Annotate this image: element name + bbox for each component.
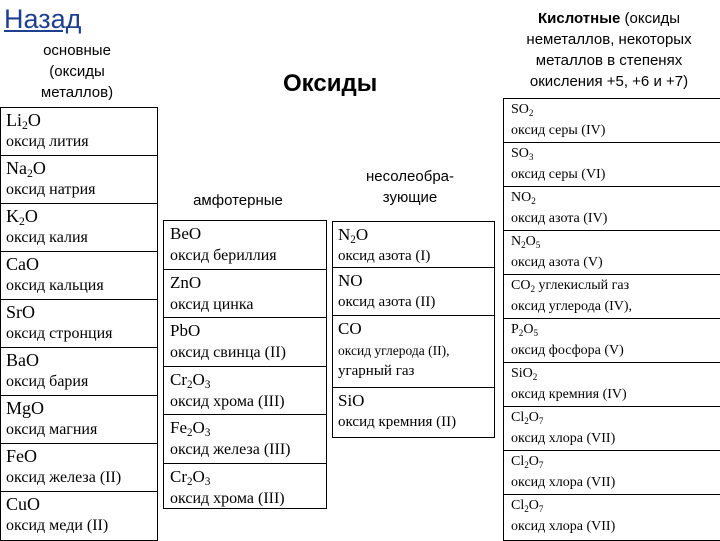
oxide-name: оксид азота (IV) — [511, 211, 608, 226]
oxide-name: оксид бария — [6, 373, 89, 390]
formula: $N_2O$ — [338, 225, 369, 246]
list-item — [164, 270, 326, 319]
acidic-header-line: металлов в степенях — [535, 52, 683, 69]
formula: CaO — [6, 254, 39, 274]
non-salt-header — [340, 166, 480, 208]
list-item — [504, 187, 720, 231]
list-item — [164, 221, 326, 270]
oxide-name: оксид серы (IV) — [511, 123, 606, 138]
formula: $Cl_2O_7$ — [511, 454, 544, 470]
list-item — [504, 451, 720, 495]
oxide-name: оксид кальция — [6, 277, 104, 294]
oxide-name: оксид хрома (III) — [170, 489, 285, 507]
formula: $SO_2$ — [511, 102, 534, 118]
acidic-header-bold: Кислотные — [537, 10, 621, 27]
formula: SiO$_2$ — [511, 366, 538, 382]
oxide-name: оксид натрия — [6, 181, 96, 198]
amphoteric-oxides-list — [163, 220, 327, 509]
acidic-header-line — [497, 8, 720, 29]
oxide-name: оксид стронция — [6, 325, 113, 342]
formula: $CO_2$ углекислый газ — [511, 278, 630, 294]
basic-oxides-list — [0, 107, 158, 541]
oxide-name: оксид азота (V) — [511, 255, 603, 270]
formula: SiO — [338, 391, 365, 410]
acidic-oxides-list — [503, 98, 720, 541]
formula: $Cr_2O_3$ — [170, 369, 211, 391]
formula: $Na_2O$ — [6, 158, 46, 180]
formula: $N_2O_5$ — [511, 234, 541, 250]
list-item — [1, 492, 157, 540]
list-item — [504, 231, 720, 275]
non-salt-oxides-list — [332, 221, 495, 438]
acidic-header-rest: (оксиды — [620, 10, 681, 27]
list-item — [1, 204, 157, 252]
formula: CuO — [6, 494, 41, 514]
formula: BeO — [170, 224, 202, 243]
amphoteric-header: амфотерные — [193, 192, 283, 209]
oxide-name: оксид железа (III) — [170, 441, 291, 458]
oxide-name: оксид бериллия — [170, 247, 277, 264]
oxide-name: оксид магния — [6, 421, 98, 438]
formula: FeO — [6, 446, 37, 466]
oxide-name: оксид углерода (II), — [338, 343, 450, 358]
formula: MgO — [6, 398, 45, 418]
oxide-name: оксид свинца (II) — [170, 344, 286, 361]
oxide-name: оксид углерода (IV), — [511, 299, 633, 314]
list-item — [504, 319, 720, 363]
formula: $K_2O$ — [6, 206, 38, 228]
formula: $NO_2$ — [511, 190, 536, 206]
oxide-name: оксид хлора (VII) — [511, 431, 616, 446]
list-item — [164, 318, 326, 367]
list-item — [504, 407, 720, 451]
oxide-name: оксид цинка — [170, 295, 254, 313]
oxide-name: оксид кремния (IV) — [511, 387, 627, 402]
oxide-name: оксид серы (VI) — [511, 167, 606, 182]
oxide-name: оксид фосфора (V) — [511, 343, 624, 358]
oxide-name: оксид хрома (III) — [170, 392, 285, 410]
oxide-name: оксид кремния (II) — [338, 414, 457, 430]
formula: NO — [338, 271, 363, 290]
formula: $Cl_2O_7$ — [511, 498, 544, 514]
formula: SrO — [6, 302, 36, 322]
formula: $Fe_2O_3$ — [170, 418, 211, 439]
oxide-name: оксид азота (I) — [338, 248, 431, 264]
list-item — [1, 396, 157, 444]
oxide-name: оксид калия — [6, 229, 88, 246]
list-item — [1, 300, 157, 348]
list-item — [164, 415, 326, 464]
acidic-header-line: неметаллов, некоторых — [526, 31, 692, 48]
oxide-name: оксид железа (II) — [6, 469, 122, 486]
list-item — [333, 222, 494, 268]
list-item — [1, 156, 157, 204]
formula: $Li_2O$ — [6, 110, 41, 132]
formula: PbO — [170, 321, 201, 340]
list-item — [504, 99, 720, 143]
formula: CO — [338, 319, 362, 338]
list-item — [164, 367, 326, 416]
formula: BaO — [6, 350, 39, 370]
oxide-name: оксид лития — [6, 133, 89, 150]
oxide-name: оксид хлора (VII) — [511, 475, 616, 490]
basic-header-line: (оксиды — [49, 63, 105, 80]
list-item — [333, 268, 494, 316]
list-item — [504, 143, 720, 187]
oxide-name: оксид хлора (VII) — [511, 519, 616, 534]
list-item — [164, 464, 326, 513]
list-item — [1, 108, 157, 156]
formula: $P_2O_5$ — [511, 322, 539, 338]
formula: $Cr_2O_3$ — [170, 466, 211, 488]
list-item — [504, 363, 720, 407]
basic-header-line: металлов) — [40, 84, 114, 101]
oxide-name: оксид меди (II) — [6, 517, 109, 534]
acidic-header-line: окисления +5, +6 и +7) — [529, 73, 689, 90]
formula: $SO_3$ — [511, 146, 534, 162]
list-item — [504, 495, 720, 539]
list-item — [504, 275, 720, 319]
list-item — [1, 444, 157, 492]
formula: ZnO — [170, 272, 202, 292]
list-item — [1, 252, 157, 300]
page-title: Оксиды — [283, 70, 378, 97]
list-item — [333, 316, 494, 388]
acidic-header — [497, 8, 720, 92]
list-item — [1, 348, 157, 396]
oxide-alt-name: угарный газ — [338, 363, 415, 379]
list-item — [333, 388, 494, 437]
non-salt-header-line: зующие — [382, 189, 438, 206]
non-salt-header-line: несолеобра- — [365, 168, 454, 185]
oxide-name: оксид азота (II) — [338, 294, 436, 310]
basic-header-line: основные — [43, 42, 111, 59]
basic-header — [18, 40, 136, 103]
back-link[interactable]: Назад — [4, 4, 82, 34]
formula: $Cl_2O_7$ — [511, 410, 544, 426]
